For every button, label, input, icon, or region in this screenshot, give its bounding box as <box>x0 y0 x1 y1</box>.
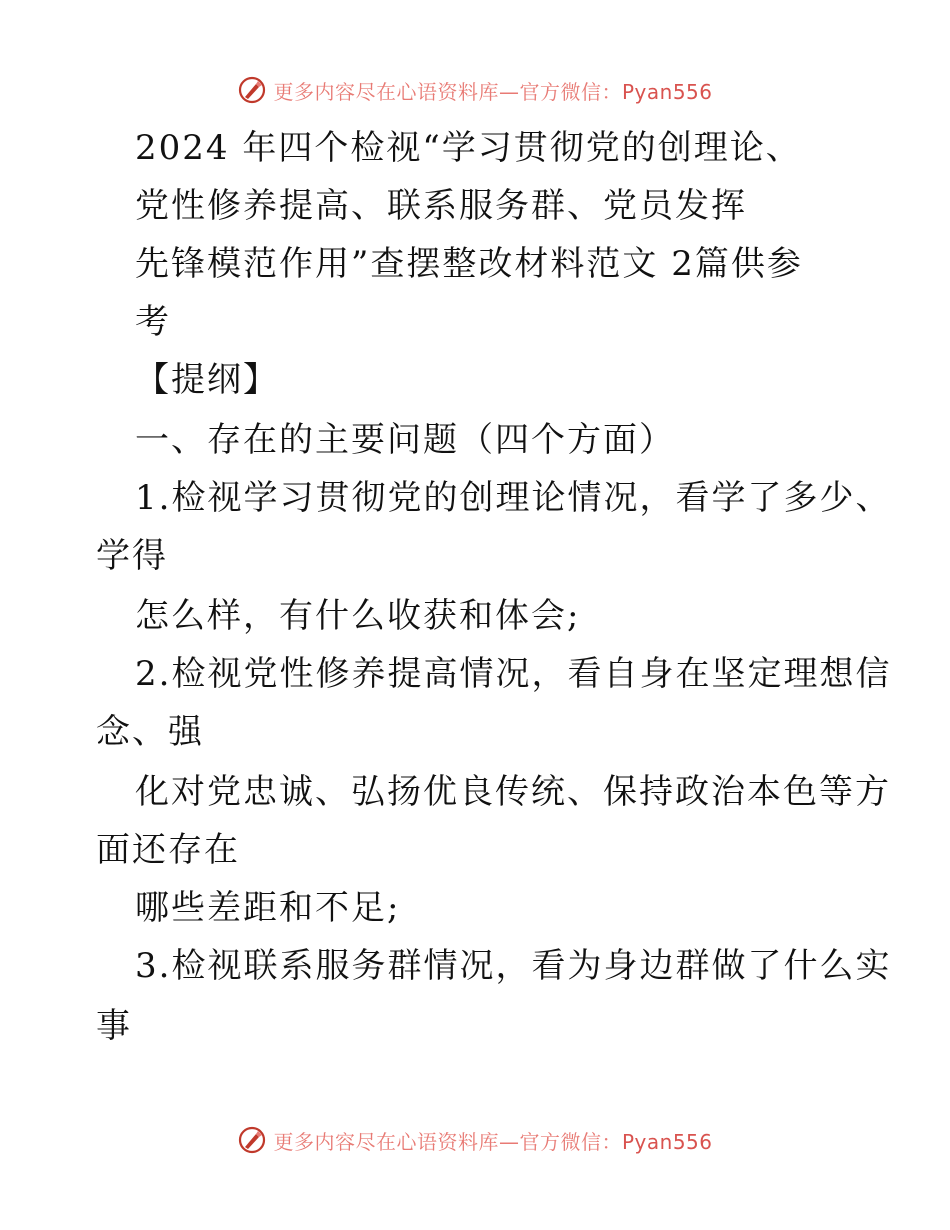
header-wechat-id: Pyan556 <box>621 79 713 104</box>
title-line-2: 党性修养提高、联系服务群、党员发挥 <box>135 186 747 226</box>
header-banner <box>0 70 950 110</box>
body-line-6: 化对党忠诚、弘扬优良传统、保持政治本色等方 <box>135 772 891 812</box>
header-banner-text: 更多内容尽在心语资料库—官方微信：Pyan556 <box>273 79 713 104</box>
body-line-8: 哪些差距和不足; <box>135 888 401 928</box>
body-line-2: 学得 <box>96 536 168 576</box>
outline-heading: 【提纲】 <box>135 360 279 400</box>
footer-wechat-id: Pyan556 <box>621 1129 713 1154</box>
title-line-1: 2024 年四个检视“学习贯彻党的创理论、 <box>135 128 802 168</box>
pen-logo-icon <box>237 75 267 105</box>
body-line-7: 面还存在 <box>96 830 240 870</box>
footer-banner <box>0 1120 950 1160</box>
body-line-1: 1.检视学习贯彻党的创理论情况，看学了多少、 <box>135 478 892 518</box>
section-heading: 一、存在的主要问题（四个方面） <box>135 420 675 460</box>
footer-banner-text: 更多内容尽在心语资料库—官方微信：Pyan556 <box>273 1129 713 1154</box>
body-line-3: 怎么样，有什么收获和体会; <box>135 596 581 636</box>
body-line-9: 3.检视联系服务群情况，看为身边群做了什么实 <box>135 946 892 986</box>
body-line-4: 2.检视党性修养提高情况，看自身在坚定理想信 <box>135 654 892 694</box>
title-line-4: 考 <box>135 302 171 342</box>
title-line-3: 先锋模范作用”查摆整改材料范文 2篇供参 <box>135 244 803 284</box>
body-line-5: 念、强 <box>96 712 204 752</box>
pen-logo-icon <box>237 1125 267 1155</box>
body-line-10: 事 <box>96 1006 132 1046</box>
